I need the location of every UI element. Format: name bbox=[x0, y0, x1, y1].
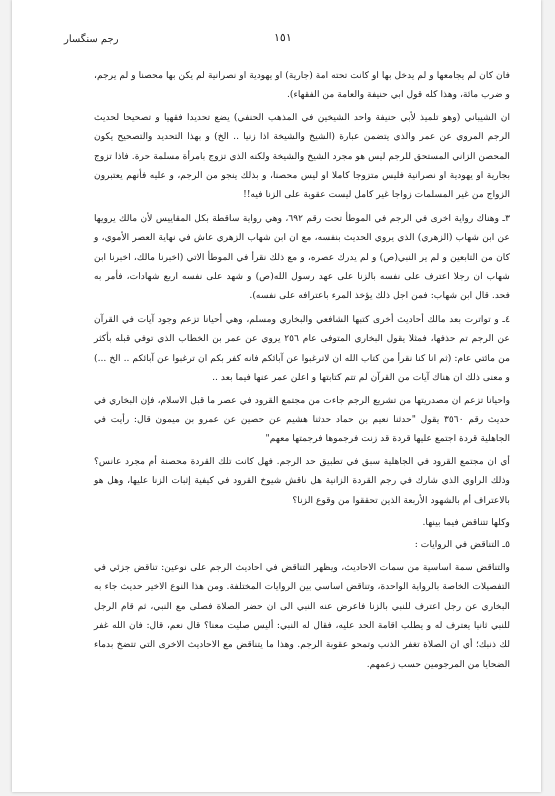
running-header-title: رجم سنگسار bbox=[64, 34, 119, 45]
body-text bbox=[94, 66, 510, 677]
document-page bbox=[12, 0, 541, 792]
paragraph: ٤ـ و تواترت بعد مالك أحاديث أخرى كتبها الشافعي والبخاري ومسلم، وهي أحيانا تزعم وجود آيات في القرآن عن الرجم تم حذفها، فمثلا يقول البخاري المتوفى عام ٢٥٦ يروي عن عمر بن الخطاب الذي توفي قبله بأكثر من مائتي عام: (ثم انا كنا نقرأ من كتاب الله ان لاترغبوا عن آبائكم فانه كفر بكم ان ترغبوا عن آبائكم .. الخ ...) و معنى ذلك ان هناك آيات من القرآن لم تتم كتابتها و اعلن عمر عنها فيما بعد .. bbox=[94, 313, 510, 384]
paragraph: أي ان مجتمع القرود في الجاهلية سبق في تطبيق حد الرجم. فهل كانت تلك القردة محصنة أم مجرد عانس؟ وذلك الراوي الذي شارك في رجم القردة الزانية هل ناقش شيوخ القرود في كيفية إثبات الزنا عليها، وهل هو بالاعتراف أم بالشهود الأربعة الذين تحققوا من وقوع الزنا؟ bbox=[94, 455, 510, 506]
paragraph: والتناقض سمة اساسية من سمات الاحاديث، ويظهر التناقض في احاديث الرجم على نوعين: تناقض جزئي في التفصيلات الخاصة بالرواية الواحدة، وتناقض اساسي بين الروايات المختلفة. ومن هذا النوع الاخير حديث جاء به البخاري عن رجل اعترف للنبي بالزنا فاعرض عنه النبي الى ان حضر الصلاة فصلى مع النبي، ثم قام الرجل للنبي ثانيا يعترف له و يطلب اقامة الحد عليه، فقال له النبي: أليس صليت معنا؟ قال نعم، قال: فان الله غفر لك ذنبك؛ أي ان الصلاة تغفر الذنب وتمحو عقوبة الرجم. وهذا ما يتناقض مع الاحاديث الاخرى التي تتضخ بدماء الضحايا من المرجومين حسب زعمهم. bbox=[94, 561, 510, 670]
paragraph: ان الشيباني (وهو تلميذ لأبي حنيفة واحد الشيخين في المذهب الحنفي) يضع تحديدا فقهيا و تصحيحا لحديث الرجم المروي عن عمر والذي يتضمن عبارة (الشيخ والشيخة اذا زنيا .. الخ) و بهذا التحديد والتصحيح يكون المحصن الزاني المستحق للرجم ليس هو مجرد الشيخ والشيخة ولكنه الذي تزوج بامرأة مسلمة حرة. فاذا تزوج بجارية او يهودية او نصرانية فليس متزوجا كاملا او ليس محصنا، و بذلك ينجو من الرجم، و عليه فأنهم يعتبرون الزواج من غير المسلمات زواجا غير كامل ليست عقوبة على الزنا فيه!! bbox=[94, 111, 510, 201]
paragraph: وكلها تتناقض فيما بينها. bbox=[422, 516, 510, 528]
paragraph: فان كان لم يجامعها و لم يدخل بها او كانت تحته امة (جارية) او يهودية او نصرانية لم يكن بها محصنا و لم يرجم، و ضرب مائة، وهذا كله قول ابي حنيفة والعامة من الفقهاء). bbox=[94, 70, 510, 101]
section-heading: ٥ـ التناقض في الروايات : bbox=[414, 539, 510, 551]
paragraph: واحيانا تزعم ان مصدريتها من تشريع الرجم جاءت من مجتمع القرود في عصر ما قبل الاسلام، فإن البخاري في حديث رقم ٣٥٦٠ يقول "حدثنا نعيم بن حماد حدثنا هشيم عن حصين عن عمرو بن ميمون قال: رأيت في الجاهلية قردة اجتمع عليها قردة قد زنت فرجموها فرجمتها معهم" bbox=[94, 394, 510, 445]
paragraph: ٣ـ وهناك رواية اخرى في الرجم في الموطأ تحت رقم ٦٩٢، وهي رواية ساقطة بكل المقاييس لأن مالك يرويها عن ابن شهاب (الزهري) الذي يروي الحديث بنفسه، مع ان ابن شهاب الزهري عاش في نهاية العصر الأموي، و كان من التابعين و لم ير النبي(ص) و لم يدرك عصره، و مع ذلك نقرأ في الموطأ الاتي (اخبرنا مالك، اخبرنا ابن شهاب ان رجلا اعترف على نفسه بالزنا على عهد رسول الله(ص) و شهد على نفسه اربع شهادات، فأمر به فحد. قال ابن شهاب: فمن اجل ذلك يؤخذ المرء باعترافه على نفسه). bbox=[94, 212, 510, 302]
page-number: ١٥١ bbox=[274, 31, 292, 44]
